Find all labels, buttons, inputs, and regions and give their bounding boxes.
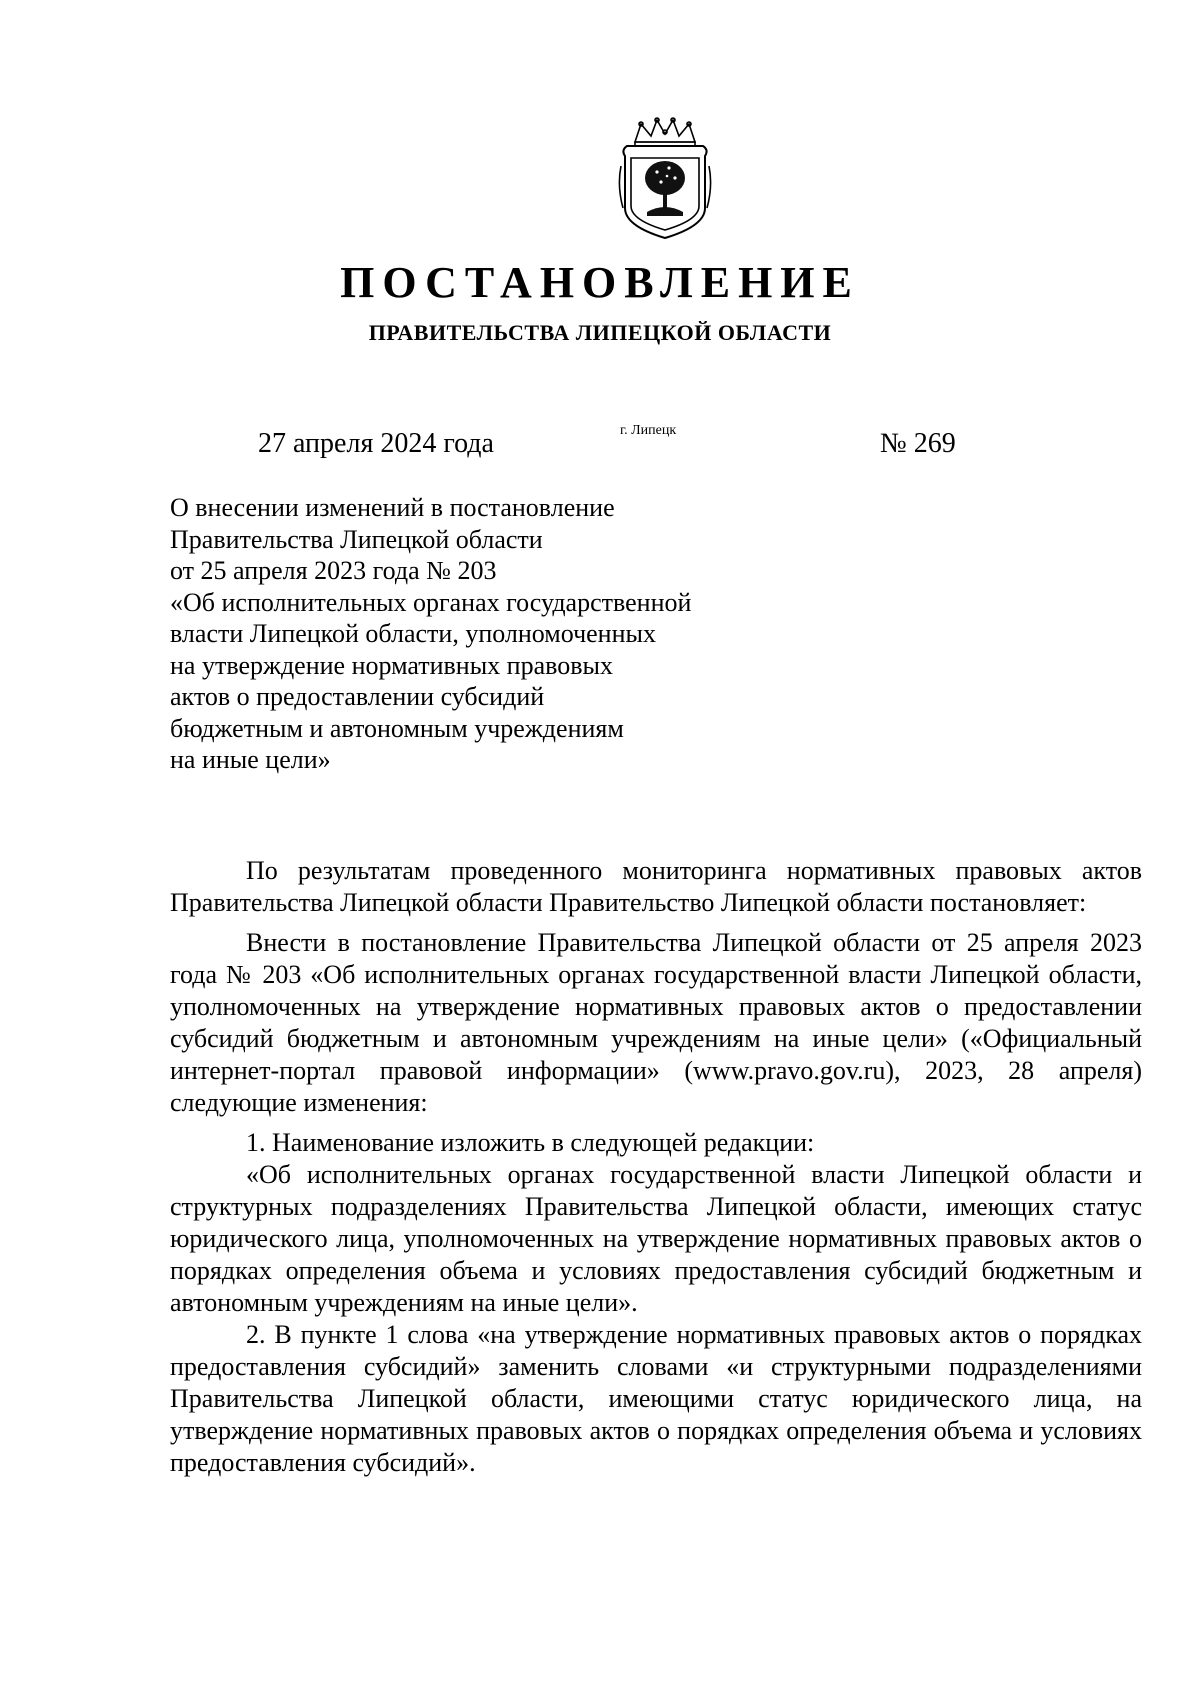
heading-line: власти Липецкой области, уполномоченных <box>170 619 656 648</box>
document-issuer: ПРАВИТЕЛЬСТВА ЛИПЕЦКОЙ ОБЛАСТИ <box>368 320 832 345</box>
heading-line: на утверждение нормативных правовых <box>170 650 613 680</box>
heading-line: бюджетным и автономным учреждениям <box>170 713 624 743</box>
document-heading <box>170 492 810 776</box>
document-city: г. Липецк <box>620 423 677 438</box>
preamble-paragraph: По результатам проведенного мониторинга нормативных правовых актов Правительства Липецкой области Правительство Липецкой области постановляет: <box>170 856 1142 917</box>
heading-line: Правительства Липецкой области <box>170 524 543 554</box>
heading-line: «Об исполнительных органах государственной <box>170 587 692 617</box>
coat-of-arms-icon <box>617 116 713 242</box>
heading-line: от 25 апреля 2023 года № 203 <box>170 556 497 585</box>
item-2-paragraph: 2. В пункте 1 слова «на утверждение нормативных правовых актов о порядках предоставления субсидий» заменить словами «и структурными подразделениями Правительства Липецкой области, имеющими статус юридического лица, на утверждение нормативных правовых актов о порядках определения объема и условиях предоставления субсидий». <box>170 1320 1142 1477</box>
item-1-new-name-paragraph: «Об исполнительных органах государственной власти Липецкой области и структурных подразделениях Правительства Липецкой области, имеющих статус юридического лица, уполномоченных на утверждение нормативных правовых актов о порядках определения объема и условиях предоставления субсидий бюджетным и автономным учреждениям на иные цели». <box>170 1160 1142 1317</box>
document-body <box>170 855 1142 1479</box>
document-number: № 269 <box>880 428 956 459</box>
heading-line: на иные цели» <box>170 745 331 774</box>
document-date: 27 апреля 2024 года <box>258 428 494 459</box>
resolution-paragraph: Внести в постановление Правительства Липецкой области от 25 апреля 2023 года № 203 «Об исполнительных органах государственной власти Липецкой области, уполномоченных на утверждение нормативных правовых актов о предоставлении субсидий бюджетным и автономным учреждениям на иные цели» («Официальный интернет-портал правовой информации» (www.pravo.gov.ru), 2023, 28 апреля) следующие изменения: <box>170 928 1142 1117</box>
heading-line: О внесении изменений в постановление <box>170 493 615 522</box>
document-title: ПОСТАНОВЛЕНИЕ <box>340 258 860 307</box>
item-1-paragraph: 1. Наименование изложить в следующей редакции: <box>246 1128 815 1157</box>
heading-line: актов о предоставлении субсидий <box>170 682 545 711</box>
